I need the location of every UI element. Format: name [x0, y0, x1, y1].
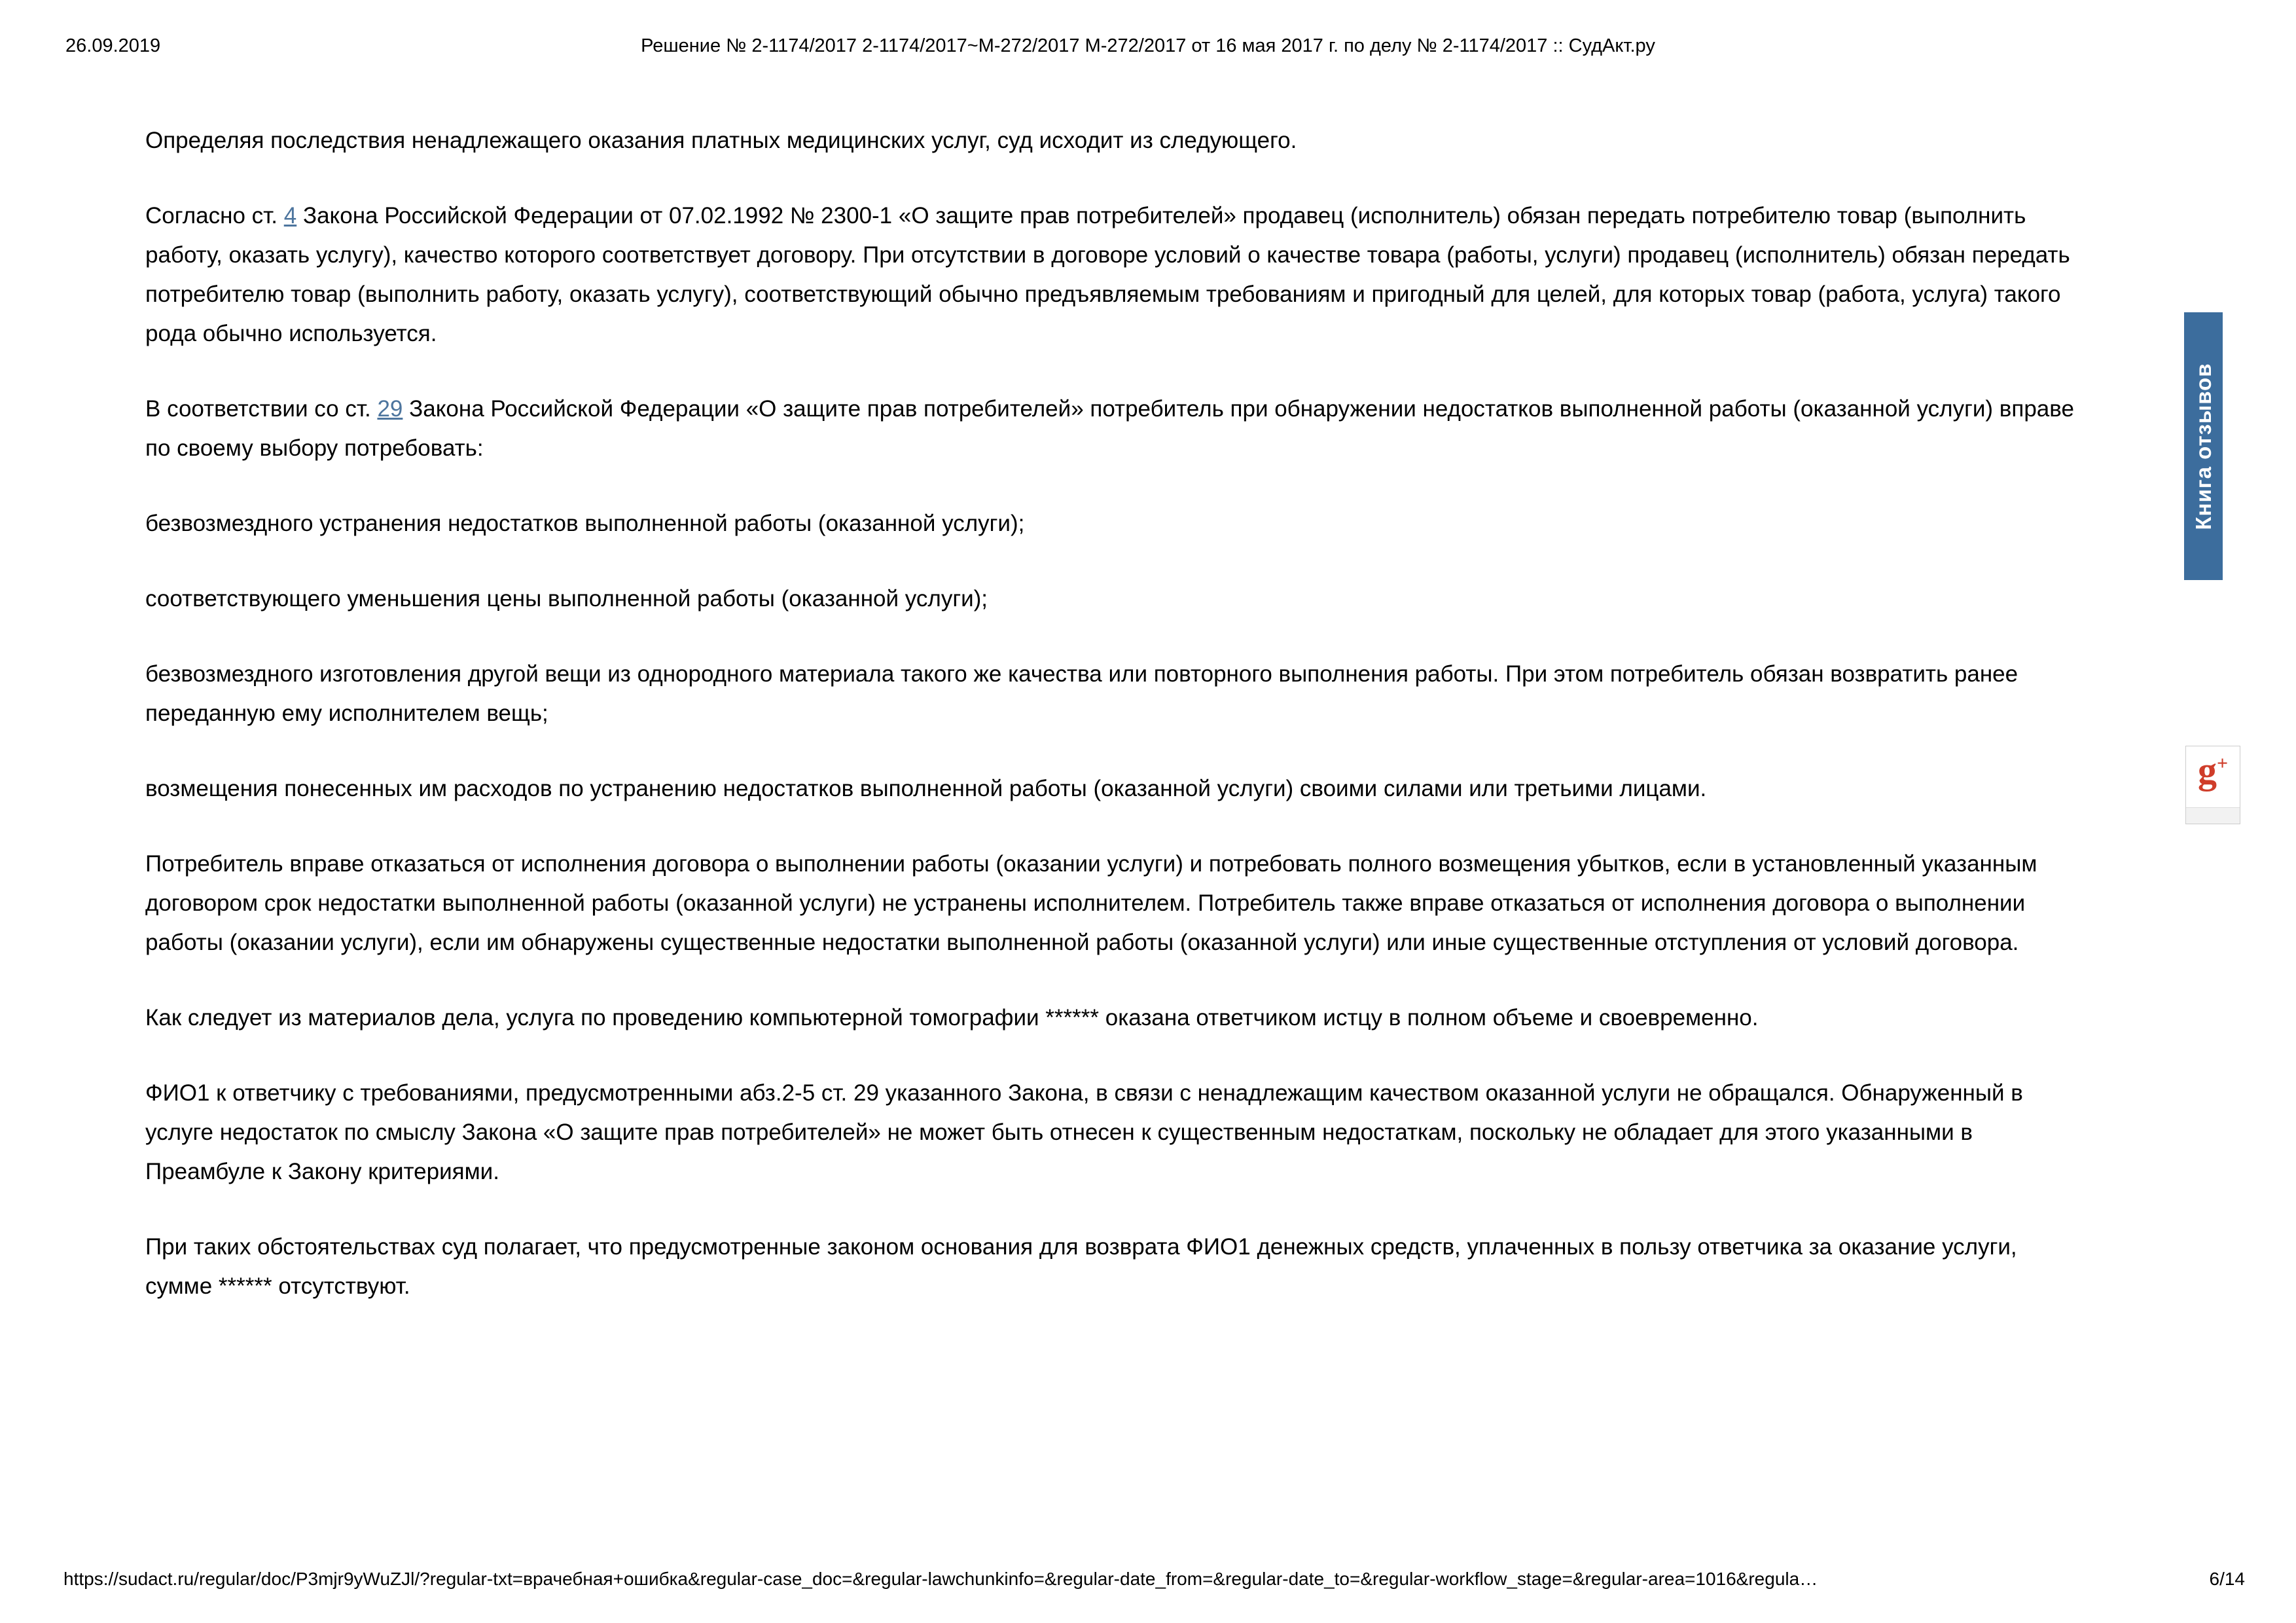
- google-plus-widget-footer: [2186, 807, 2240, 824]
- document-body: [145, 121, 2087, 1342]
- paragraph: В соответствии со ст. 29 Закона Российской Федерации «О защите прав потребителей» потребитель при обнаружении недостатков выполненной работы (оказанной услуги) вправе по своему выбору потребовать:: [145, 396, 2074, 461]
- statute-link[interactable]: 4: [283, 203, 297, 228]
- paragraph: ФИО1 к ответчику с требованиями, предусмотренными абз.2-5 ст. 29 указанного Закона, в связи с ненадлежащим качеством оказанной услуги не обращался. Обнаруженный в услуге недостаток по смыслу Закона «О защите прав потребителей» не может быть отнесен к существенным недостаткам, поскольку не обладает для этого указанными в Преамбуле к Закону критериями.: [145, 1080, 2023, 1184]
- print-date: 26.09.2019: [65, 35, 161, 56]
- paragraph: безвозмездного изготовления другой вещи из однородного материала такого же качества или повторного выполнения работы. При этом потребитель обязан возвратить ранее переданную ему исполнителем вещь;: [145, 661, 2018, 726]
- paragraph: Согласно ст. 4 Закона Российской Федерации от 07.02.1992 № 2300-1 «О защите прав потребителей» продавец (исполнитель) обязан передать потребителю товар (выполнить работу, оказать услугу), качество которого соответствует договору. При отсутствии в договоре условий о качестве товара (работы, услуги) продавец (исполнитель) обязан передать потребителю товар (выполнить работу, оказать услугу), соответствующий обычно предъявляемым требованиям и пригодный для целей, для которых товар (работа, услуга) такого рода обычно используется.: [145, 203, 2070, 346]
- paragraph: возмещения понесенных им расходов по устранению недостатков выполненной работы (оказанной услуги) своими силами или третьими лицами.: [145, 776, 1707, 801]
- google-plus-button[interactable]: [2185, 746, 2240, 824]
- google-plus-icon: g+: [2197, 749, 2229, 792]
- paragraph: безвозмездного устранения недостатков выполненной работы (оказанной услуги);: [145, 511, 1025, 536]
- footer-url: https://sudact.ru/regular/doc/P3mjr9yWuZJl/?regular-txt=врачебная+ошибка&regular-case_doc=&regular-lawchunkinfo=&regular-date_from=&regular-date_to=&regular-workflow_stage=&regular-area=1016&regula…: [63, 1569, 1818, 1589]
- paragraph: Как следует из материалов дела, услуга по проведению компьютерной томографии ****** оказана ответчиком истцу в полном объеме и своевременно.: [145, 1005, 1759, 1030]
- statute-link[interactable]: 29: [377, 396, 403, 422]
- paragraph: Потребитель вправе отказаться от исполнения договора о выполнении работы (оказании услуги) и потребовать полного возмещения убытков, если в установленный указанным договором срок недостатки выполненной работы (оказанной услуги) не устранены исполнителем. Потребитель также вправе отказаться от исполнения договора о выполнении работы (оказании услуги), если им обнаружены существенные недостатки выполненной работы (оказанной услуги) или иные существенные отступления от условий договора.: [145, 851, 2037, 955]
- reviews-book-banner[interactable]: [2184, 312, 2223, 580]
- page-title: Решение № 2-1174/2017 2-1174/2017~М-272/2017 М-272/2017 от 16 мая 2017 г. по делу № 2-1174/2017 :: СудАкт.ру: [641, 35, 1655, 56]
- print-header: [65, 34, 2231, 60]
- paragraph: При таких обстоятельствах суд полагает, что предусмотренные законом основания для возврата ФИО1 денежных средств, уплаченных в пользу ответчика за оказание услуги, сумме ****** отсутствуют.: [145, 1234, 2017, 1299]
- paragraph: соответствующего уменьшения цены выполненной работы (оказанной услуги);: [145, 586, 988, 611]
- reviews-book-banner-label: Книга отзывов: [2191, 362, 2215, 530]
- footer-page-number: 6/14: [2209, 1569, 2245, 1589]
- paragraph: Определяя последствия ненадлежащего оказания платных медицинских услуг, суд исходит из следующего.: [145, 128, 1297, 153]
- print-footer: [63, 1568, 2245, 1592]
